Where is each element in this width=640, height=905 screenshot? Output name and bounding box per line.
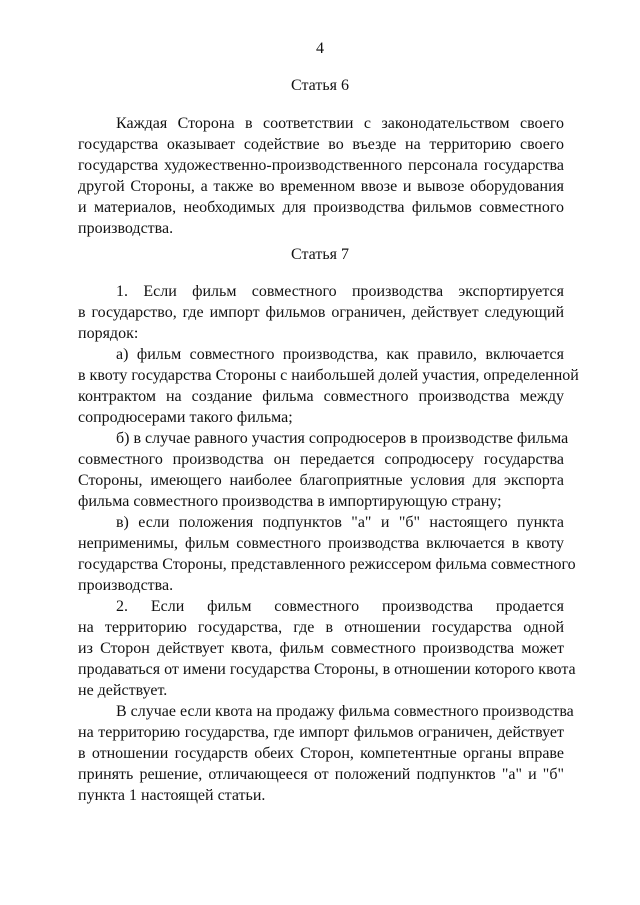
text-line: другой Стороны, а также во временном ввозе и вывозе оборудования: [78, 178, 564, 195]
text-line: неприменимы, фильм совместного производства включается в квоту: [78, 535, 564, 552]
text-line: В случае если квота на продажу фильма совместного производства: [116, 703, 574, 720]
text-line: б) в случае равного участия сопродюсеров в производстве фильма: [116, 430, 569, 447]
page-number: 4: [316, 40, 324, 57]
text-line: 1. Если фильм совместного производства экспортируется: [116, 283, 564, 300]
text-line: в отношении государств обеих Сторон, компетентные органы вправе: [78, 745, 564, 762]
text-line: контрактом на создание фильма совместного производства между: [78, 388, 564, 405]
text-line: в государство, где импорт фильмов ограничен, действует следующий: [78, 304, 564, 321]
text-line: на территорию государства, где импорт фильмов ограничен, действует: [78, 724, 564, 741]
article-6-body: [78, 113, 564, 239]
article-7-body: [78, 281, 579, 806]
text-line: фильма совместного производства в импортирующую страну;: [78, 493, 502, 510]
text-line: на территорию государства, где в отношении государства одной: [78, 619, 564, 636]
text-line: совместного производства он передается сопродюсеру государства: [78, 451, 564, 468]
text-line: не действует.: [78, 682, 168, 699]
text-line: производства.: [78, 577, 174, 594]
text-line: принять решение, отличающееся от положений подпунктов "а" и "б": [78, 766, 564, 783]
text-line: Стороны, имеющего наиболее благоприятные условия для экспорта: [78, 472, 564, 489]
article-7-heading: Статья 7: [291, 246, 349, 263]
text-line: государства Стороны, представленного режиссером фильма совместного: [78, 556, 576, 573]
text-line: в квоту государства Стороны с наибольшей долей участия, определенной: [78, 367, 579, 384]
text-line: Каждая Сторона в соответствии с законодательством своего: [116, 115, 564, 132]
text-line: государства оказывает содействие во въезде на территорию своего: [78, 136, 564, 153]
text-line: порядок:: [78, 325, 139, 342]
text-line: сопродюсерами такого фильма;: [78, 409, 293, 426]
text-line: а) фильм совместного производства, как правило, включается: [116, 346, 564, 363]
text-line: производства.: [78, 220, 174, 237]
text-line: 2. Если фильм совместного производства продается: [116, 598, 564, 615]
article-6-heading: Статья 6: [291, 77, 349, 94]
text-line: и материалов, необходимых для производства фильмов совместного: [78, 199, 564, 216]
text-line: пункта 1 настоящей статьи.: [78, 787, 266, 804]
text-line: в) если положения подпунктов "а" и "б" настоящего пункта: [116, 514, 564, 531]
text-line: из Сторон действует квота, фильм совместного производства может: [78, 640, 564, 657]
text-line: государства художественно-производственного персонала государства: [78, 157, 564, 174]
text-line: продаваться от имени государства Стороны, в отношении которого квота: [78, 661, 576, 678]
